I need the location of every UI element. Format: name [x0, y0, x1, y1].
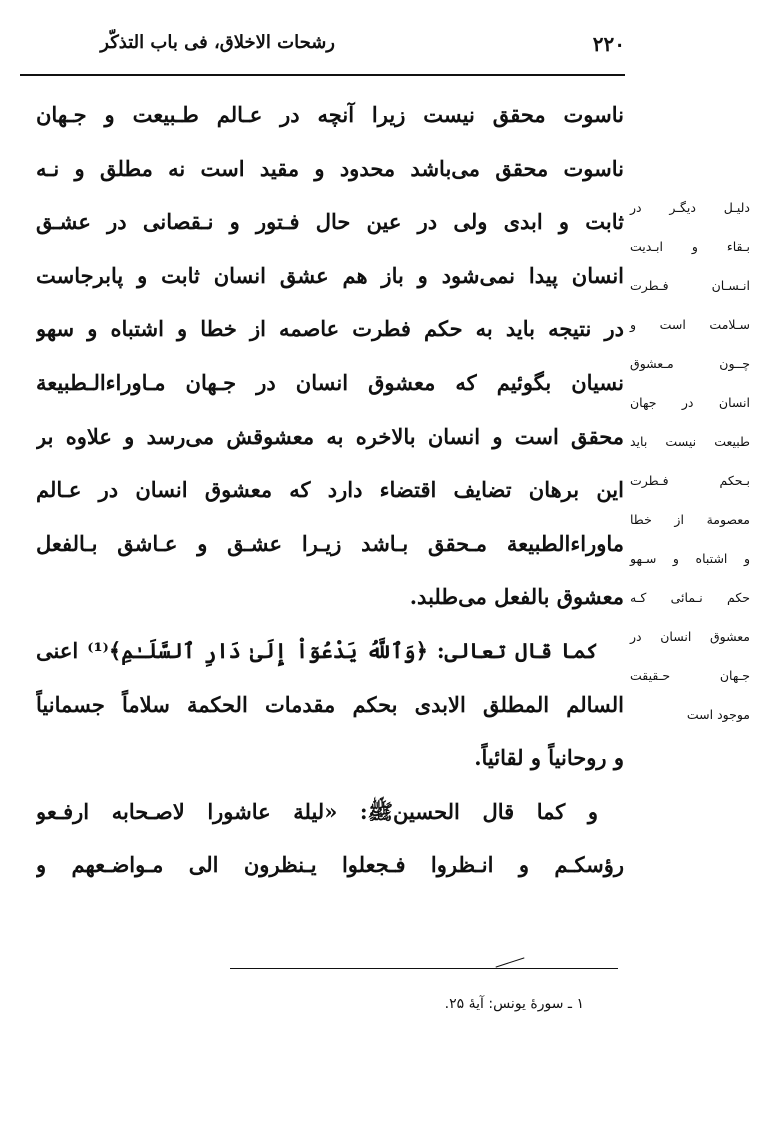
header-rule	[20, 74, 625, 76]
text-line: و روحانیاً و لقائیاً.	[474, 745, 624, 771]
margin-note-line: چــون مـعشوق	[630, 356, 750, 371]
margin-note-line: موجود است	[686, 707, 750, 722]
text-line: ماوراءالطبیعة مـحقق بـاشد زیـرا عشـق و عـاشق بـالفعل	[36, 530, 624, 556]
text-line: کما قال تعالی: ﴿وَٱللَّهُ يَدْعُوٓاْ إِلَىٰ دَارِ ٱلسَّلَـٰمِ﴾⁽¹⁾ اعنی	[36, 637, 599, 663]
running-title: رشحات الاخلاق، فی باب التذکّر	[100, 32, 335, 53]
margin-note-line: بـقاء و ابـدیت	[630, 239, 750, 254]
margin-note-line: سـلامت است و	[630, 317, 750, 332]
text-line: رؤسکـم و انـظروا فـجعلوا یـنظرون الی مـواضـعهم و	[36, 852, 624, 878]
margin-note-line: طبیعت نیست باید	[630, 434, 750, 449]
main-text	[36, 88, 624, 892]
margin-note-line: بـحکم فـطرت	[630, 473, 750, 488]
footnote-rule	[230, 968, 618, 969]
page-header	[20, 28, 625, 68]
margin-note-line: معصومة از خطا	[630, 512, 750, 527]
page-number: ۲۲۰	[592, 32, 625, 56]
text-line: این برهان تضایف اقتضاء دارد که معشوق انسان در عـالم	[36, 477, 624, 503]
footnote-rule-mark	[496, 957, 525, 967]
text-line: ناسوت محقق می‌باشد محدود و مقید است نه مطلق و نـه	[36, 155, 624, 181]
margin-note-line: دلیـل دیگـر در	[630, 200, 750, 215]
margin-note-line: انسان در جهان	[630, 395, 750, 410]
margin-note-line: حکم نـمائی کـه	[630, 590, 750, 605]
margin-note-line: و اشتباه و سـهو	[630, 551, 750, 566]
margin-note-line: معشوق انسان در	[630, 629, 750, 644]
text-line: ثابت و ابدی ولی در عین حال فـتور و نـقصانی در عشـق	[36, 209, 624, 235]
text-line: در نتیجه باید به حکم فطرت عاصمه از خطا و اشتباه و سهو	[36, 316, 624, 342]
text-line: السالم المطلق الابدی بحکم مقدمات الحکمة سلاماً جسمانیاً	[36, 691, 624, 717]
footnote: ۱ ـ سورهٔ یونس: آیهٔ ۲۵.	[444, 996, 584, 1012]
margin-note-line: جـهان حـقیقت	[630, 668, 750, 683]
margin-note	[630, 188, 750, 734]
text-line: ناسوت محقق نیست زیرا آنچه در عـالم طـبیعت و جـهان	[36, 102, 624, 127]
text-line: معشوق بالفعل می‌طلبد.	[409, 584, 624, 610]
text-line: و کما قال الحسین‌ﷺ: «لیلة عاشورا لاصـحابه ارفـعو	[36, 798, 598, 824]
text-line: نسیان بگوئیم که معشوق انسان در جـهان مـاوراءالـطبیعة	[36, 369, 624, 395]
margin-note-line: انـسـان فـطرت	[630, 278, 750, 293]
text-line: انسان پیدا نمی‌شود و باز هم عشق انسان ثابت و پابرجاست	[36, 262, 624, 288]
text-line: محقق است و انسان بالاخره به معشوقش می‌رسد و علاوه بر	[36, 423, 624, 449]
